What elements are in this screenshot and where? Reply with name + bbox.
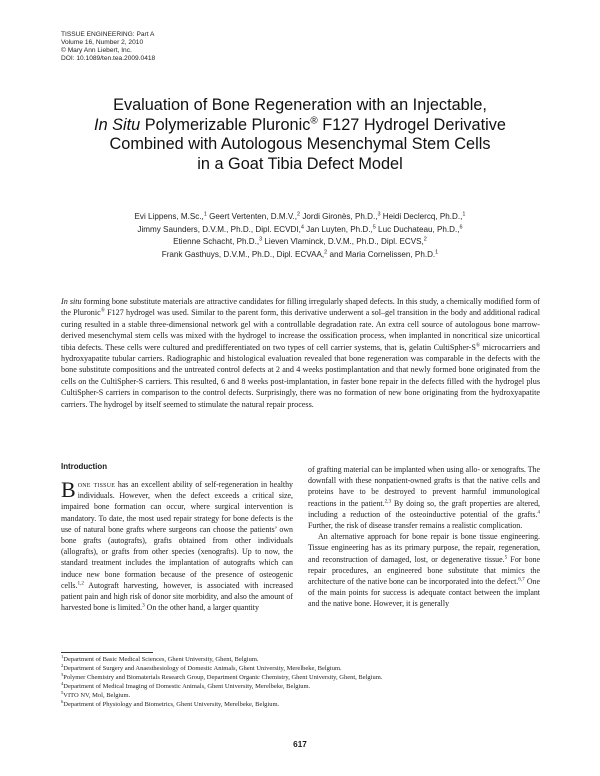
- footnote: $^3$Polymer Chemistry and Biomaterials Research Group, Department Organic Chemistry, Ghent University, Ghent, Belgium.: [61, 672, 383, 682]
- journal-name: TISSUE ENGINEERING: Part A: [61, 31, 155, 38]
- body-column-right: of grafting material can be implanted when using allo- or xenografts. The downfall with these nonpatient-owned grafts is that the native cells and proteins have to be destroyed to prevent harmful immunological reactions in the patient.$^{2,3}$ By doing so, the graft properties are altered, including a reduction of the osteoinductive potential of the grafts.$^4$ Further, the risk of disease transfer remains a realistic complication. An alternative approach for bone repair is bone tissue engineering. Tissue engineering has as its primary purpose, the repair, regeneration, and reconstruction of damaged, lost, or degenerative tissue.$^5$ For bone repair procedures, an engineered bone substitute that mimics the architecture of the native bone can be incorporated into the defect.$^{6,7}$ One of the main points for success is adequate contact between the implant and the native bone. However, it is generally: [308, 465, 540, 609]
- footnote-divider: [61, 652, 153, 653]
- drop-cap: B: [61, 477, 76, 502]
- footnote: $^6$Department of Physiology and Biometrics, Ghent University, Merelbeke, Belgium.: [61, 699, 280, 709]
- footnote: $^5$VITO NV, Mol, Belgium.: [61, 690, 131, 700]
- body-column-left: Bone tissue has an excellent ability of self-regeneration in healthy individuals. However, when the defect exceeds a critical size, impaired bone formation can occur, where surgical intervention is mandatory. To date, the most used repair strategy for bone defects is the use of natural bone grafts where surgeons can choose the patients’ own bone grafts (autografts), grafts obtained from other individuals (allografts), or grafts from other species (xenografts). Up to now, the standard treatment includes the implantation of autografts which can induce new bone formation because of the presence of osteogenic cells.$^{1,2}$ Autograft harvesting, however, is associated with increased patient pain and high risk of donor site morbidity, and also the amount of harvested bone is limited.$^3$ On the other hand, a larger quantity: [61, 477, 293, 613]
- doi: DOI: 10.1089/ten.tea.2009.0418: [61, 54, 156, 62]
- footnote: $^2$Department of Surgery and Anaesthesiology of Domestic Animals, Ghent University, Merelbeke, Belgium.: [61, 662, 342, 673]
- footnote: $^1$Department of Basic Medical Sciences, Ghent University, Ghent, Belgium.: [61, 653, 259, 663]
- copyright: © Mary Ann Liebert, Inc.: [61, 46, 132, 54]
- footnote: $^4$Department of Medical Imaging of Domestic Animals, Ghent University, Merelbeke, Belgium.: [61, 681, 311, 691]
- affiliation-footnotes: [61, 655, 540, 710]
- article-title: Evaluation of Bone Regeneration with an Injectable, In Situ Polymerizable Pluronic® F127 Hydrogel Derivative Combined with Autologous Mesenchymal Stem Cells in a Goat Tibia Defect Model: [94, 96, 506, 173]
- journal-header: [61, 31, 155, 63]
- section-heading-introduction: Introduction: [61, 462, 108, 471]
- journal-volume: Volume 16, Number 2, 2010: [61, 38, 144, 46]
- author-list: Evi Lippens, M.Sc.,$^1$ Geert Vertenten, D.M.V.,$^2$ Jordi Gironès, Ph.D.,$^3$ Heidi Declercq, Ph.D.,$^1$ Jimmy Saunders, D.V.M., Ph.D., Dipl. ECVDI,$^4$ Jan Luyten, Ph.D.,$^5$ Luc Duchateau, Ph.D.,$^6$ Etienne Schacht, Ph.D.,$^3$ Lieven Vlaminck, D.V.M., Ph.D., Dipl. ECVS,$^2$ Frank Gasthuys, D.V.M., Ph.D., Dipl. ECVAA,$^2$ and Maria Cornelissen, Ph.D.$^1$: [134, 211, 466, 259]
- page-number: 617: [293, 740, 307, 749]
- abstract: In situ forming bone substitute materials are attractive candidates for filling irregularly shaped defects. In this study, a chemically modified form of the Pluronic® F127 hydrogel was used. Similar to the parent form, this derivative underwent a sol–gel transition in the body and additional radical curing resulted in a stable three-dimensional network gel with a controllable degradation rate. An extra cell source of autologous bone marrow-derived mesenchymal stem cells was mixed with the hydrogel to increase the ossification process, when implanted in noncritical size unicortical tibia defects. These cells were cultured and predifferentiated on two types of cell carrier systems, that is, gelatin CultiSpher-S® microcarriers and hydroxyapatite tubular carriers. Radiographic and histological evaluation revealed that bone regeneration was comparable in the defects with the bone substitute compositions and the untreated control defects at 2 and 4 weeks postimplantation and that newly formed bone originated from the cells on the CultiSpher-S carriers. This resulted, 6 and 8 weeks post-implantation, in faster bone repair in the defects filled with the hydrogel plus CultiSpher-S carriers in comparison to the control defects. Surprisingly, there was no formation of new bone originating from the hydroxyapatite carriers. The hydrogel by itself seemed to stimulate the natural repair process.: [61, 297, 541, 409]
